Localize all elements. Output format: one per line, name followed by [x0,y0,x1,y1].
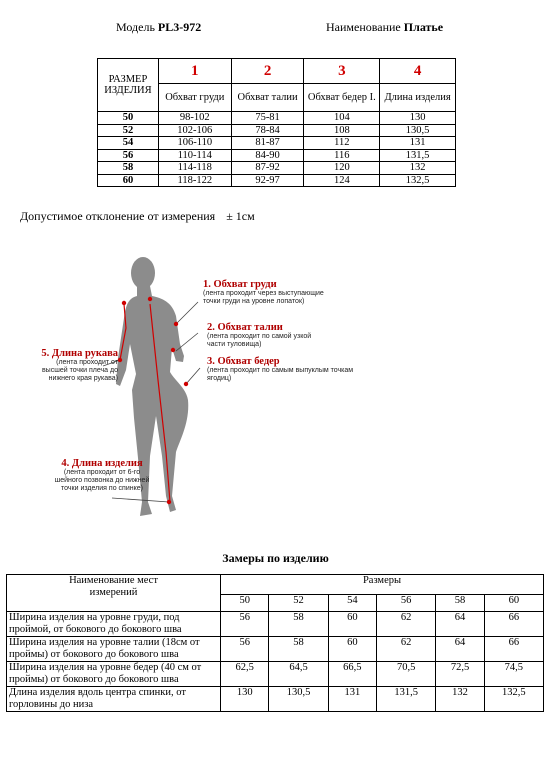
value-cell: 81-87 [231,137,304,150]
size-column-header: 54 [328,594,376,611]
table-row [98,137,456,150]
size-cell: 52 [98,124,159,137]
label-waist: 2. Обхват талии (лента проходит по самой узкой части туловища) [207,322,312,348]
measurement-value: 58 [269,612,328,637]
value-cell: 106-110 [158,137,231,150]
size-table [97,58,456,187]
measurement-name: Ширина изделия на уровне груди, под проймой, от бокового до бокового шва [7,612,221,637]
value-cell: 112 [304,137,380,150]
measurement-value: 131 [328,687,376,712]
size-cell: 58 [98,162,159,175]
label-hips: 3. Обхват бедер (лента проходит по самым выпуклым точкам ягодиц) [207,356,354,382]
place-name-header: Наименование мест измерений [7,575,221,612]
table-row [98,174,456,187]
name-label: Наименование [326,20,401,34]
col-label-waist: Обхват талии [231,84,304,112]
value-cell: 84-90 [231,149,304,162]
value-cell: 124 [304,174,380,187]
value-cell: 87-92 [231,162,304,175]
measurement-value: 66 [484,637,543,662]
measurements-title: Замеры по изделию [222,551,329,565]
value-cell: 131,5 [380,149,456,162]
size-column-header: 50 [221,594,269,611]
measurement-value: 66 [484,612,543,637]
size-column-header: 56 [377,594,436,611]
model-value: PL3-972 [157,20,202,34]
value-cell: 78-84 [231,124,304,137]
measurement-value: 132,5 [484,687,543,712]
table-row [7,612,544,637]
size-cell: 56 [98,149,159,162]
table-row [7,662,544,687]
measurement-value: 60 [328,612,376,637]
value-cell: 132 [380,162,456,175]
measurement-value: 70,5 [377,662,436,687]
measurement-value: 66,5 [328,662,376,687]
value-cell: 102-106 [158,124,231,137]
table-row [7,637,544,662]
col-label-hips: Обхват бедер I. [304,84,380,112]
value-cell: 92-97 [231,174,304,187]
measurement-name: Длина изделия вдоль центра спинки, от горловины до низа [7,687,221,712]
model-label: Модель [116,20,155,34]
measurement-value: 131,5 [377,687,436,712]
value-cell: 132,5 [380,174,456,187]
measurement-value: 64 [436,637,484,662]
measurement-value: 72,5 [436,662,484,687]
col-num-3: 3 [304,59,380,84]
size-column-header: 60 [484,594,543,611]
measurement-name: Ширина изделия на уровне талии (18см от проймы) от бокового до бокового шва [7,637,221,662]
model-line [116,20,201,35]
size-column-header: 52 [269,594,328,611]
value-cell: 130,5 [380,124,456,137]
measurement-value: 130,5 [269,687,328,712]
label-chest: 1. Обхват груди (лента проходит через выступающие точки груди на уровне лопаток) [203,279,324,305]
size-cell: 50 [98,112,159,125]
tolerance-note [20,209,255,224]
value-cell: 98-102 [158,112,231,125]
name-value: Платье [403,20,444,34]
size-cell: 54 [98,137,159,150]
figure-head [131,257,155,289]
table-row [7,687,544,712]
table-row [98,149,456,162]
value-cell: 130 [380,112,456,125]
tolerance-text: Допустимое отклонение от измерения [20,209,216,223]
col-num-1: 1 [158,59,231,84]
table-row [98,124,456,137]
measurement-value: 64,5 [269,662,328,687]
label-sleeve: 5. Длина рукава (лента проходит от высшей точки плеча до нижнего края рукава) [41,348,118,382]
value-cell: 131 [380,137,456,150]
measurement-value: 60 [328,637,376,662]
value-cell: 116 [304,149,380,162]
name-line [326,20,443,35]
label-garment-length: 4. Длина изделия (лента проходит от 6-го шейного позвонка до нижней точки изделия по спинке) [54,458,150,492]
value-cell: 114-118 [158,162,231,175]
value-cell: 110-114 [158,149,231,162]
value-cell: 108 [304,124,380,137]
measurement-value: 58 [269,637,328,662]
value-cell: 104 [304,112,380,125]
col-num-2: 2 [231,59,304,84]
col-num-4: 4 [380,59,456,84]
sizes-header: Размеры [221,575,544,595]
measurement-value: 130 [221,687,269,712]
col-label-chest: Обхват груди [158,84,231,112]
measurements-table [6,574,544,712]
measurement-value: 56 [221,612,269,637]
value-cell: 120 [304,162,380,175]
measurement-value: 62 [377,612,436,637]
table-row [98,112,456,125]
measurement-value: 74,5 [484,662,543,687]
measurement-value: 64 [436,612,484,637]
measurement-name: Ширина изделия на уровне бедер (40 см от проймы) от бокового до бокового шва [7,662,221,687]
value-cell: 118-122 [158,174,231,187]
size-column-header: 58 [436,594,484,611]
measurement-value: 62,5 [221,662,269,687]
size-cell: 60 [98,174,159,187]
measurement-value: 56 [221,637,269,662]
size-header-cell: РАЗМЕР ИЗДЕЛИЯ [98,59,159,112]
value-cell: 75-81 [231,112,304,125]
measurement-value: 62 [377,637,436,662]
measurement-value: 132 [436,687,484,712]
tolerance-value: ± 1см [226,209,255,223]
col-label-length: Длина изделия [380,84,456,112]
table-row [98,162,456,175]
